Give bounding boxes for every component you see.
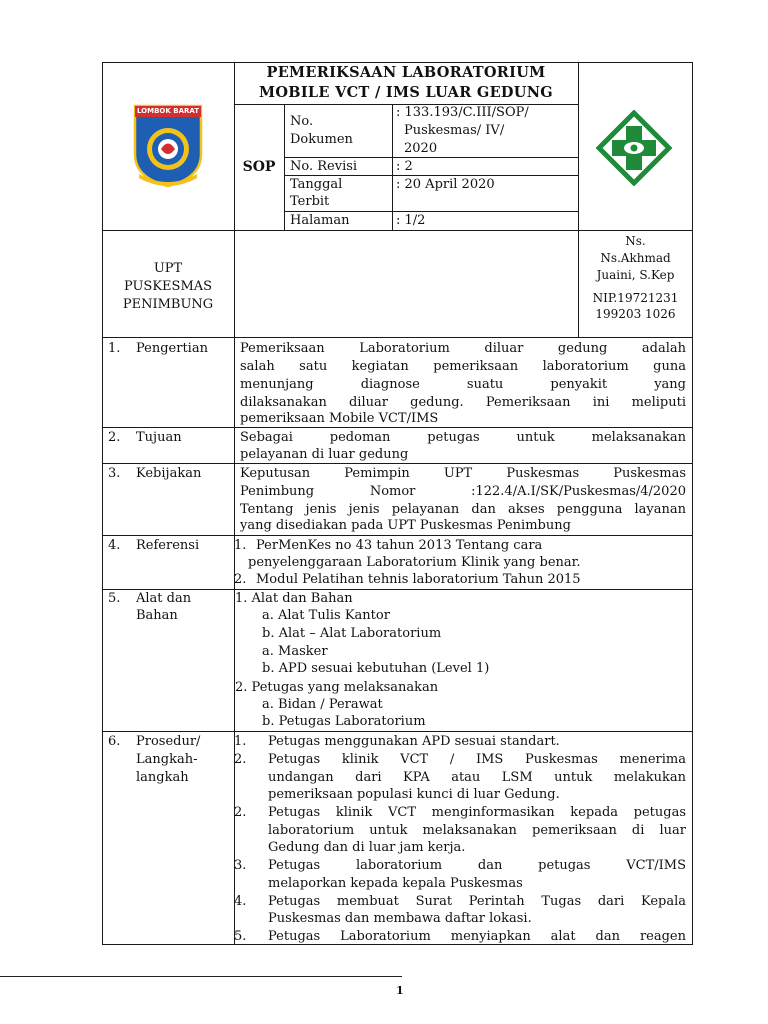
bahan-item: b. Alat – Alat Laboratorium <box>262 626 442 641</box>
org-bottom-border <box>102 337 693 338</box>
section-label-tujuan: Tujuan <box>136 430 182 445</box>
field-no-revisi-label: No. Revisi <box>290 159 358 174</box>
header-bottom-border <box>102 230 693 231</box>
kebijakan-line: Keputusan Pemimpin UPT Puskesmas Puskesmas <box>240 466 686 481</box>
step-number: 5. <box>234 929 247 944</box>
step-number: 2. <box>234 805 247 820</box>
field-no-dokumen-value-l1: : 133.193/C.III/SOP/ <box>396 105 529 120</box>
step-line: Puskesmas dan membawa daftar lokasi. <box>268 911 532 926</box>
org-line2: PUSKESMAS <box>123 279 213 294</box>
section-number: 6. <box>108 734 121 749</box>
kebijakan-line: yang disediakan pada UPT Puskesmas Penimbung <box>240 518 571 533</box>
bahan-item: b. APD sesuai kebutuhan (Level 1) <box>262 661 490 676</box>
document-title-line2: MOBILE VCT / IMS LUAR GEDUNG <box>259 84 553 101</box>
tujuan-line: Sebagai pedoman petugas untuk melaksanakan <box>240 430 686 445</box>
logo-left-label: LOMBOK BARAT <box>136 107 200 115</box>
section-number: 5. <box>108 591 121 606</box>
pengertian-line: Pemeriksaan Laboratorium diluar gedung adalah <box>240 341 686 356</box>
step-line: Petugas klinik VCT menginformasikan kepada petugas <box>268 805 686 820</box>
sop-label: SOP <box>242 159 276 175</box>
bahan-item: a. Alat Tulis Kantor <box>262 608 390 623</box>
bahan-group-heading: 1. Alat dan Bahan <box>235 591 353 606</box>
section-number: 2. <box>108 430 121 445</box>
section-number: 1. <box>108 341 121 356</box>
org-line3: PENIMBUNG <box>122 297 214 312</box>
section-number: 3. <box>108 466 121 481</box>
step-line: Petugas Laboratorium menyiapkan alat dan reagen <box>268 929 686 944</box>
field-no-revisi-value: : 2 <box>396 159 413 174</box>
step-number: 4. <box>234 894 247 909</box>
step-line: pemeriksaan populasi kunci di luar Gedung. <box>268 787 560 802</box>
bahan-item: b. Petugas Laboratorium <box>262 714 426 729</box>
kebijakan-line: Tentang jenis jenis pelayanan dan akses pengguna layanan <box>240 502 686 517</box>
kebijakan-line: Penimbung Nomor :122.4/A.I/SK/Puskesmas/4/2020 <box>240 484 686 499</box>
section-label-kebijakan: Kebijakan <box>136 466 202 481</box>
field-no-dokumen-label-l1: No. <box>290 114 314 129</box>
logo-left-motto: PATUH PATUT PATJU <box>148 173 188 178</box>
field-tanggal-terbit-label-l1: Tanggal <box>290 177 343 192</box>
document-title-line1: PEMERIKSAAN LABORATORIUM <box>266 64 546 81</box>
referensi-item-line: PerMenKes no 43 tahun 2013 Tentang cara <box>256 538 543 553</box>
step-number: 2. <box>234 752 247 767</box>
section-label-alat-dan-bahan-l1: Alat dan <box>136 591 192 606</box>
row-divider <box>102 535 693 536</box>
referensi-item-number: 2. <box>234 572 247 587</box>
field-halaman-value: : 1/2 <box>396 213 426 228</box>
step-line: Petugas menggunakan APD sesuai standart. <box>268 734 560 749</box>
field-tanggal-terbit-label-l2: Terbit <box>290 194 330 209</box>
bahan-item: a. Bidan / Perawat <box>262 697 383 712</box>
field-no-dokumen-value-l3: 2020 <box>404 141 438 156</box>
section-label-pengertian: Pengertian <box>136 341 208 356</box>
lombok-barat-logo <box>131 102 205 188</box>
section-label-alat-dan-bahan-l2: Bahan <box>136 608 178 623</box>
step-number: 3. <box>234 858 247 873</box>
field-value-divider <box>392 104 393 231</box>
step-line: undangan dari KPA atau LSM untuk melakukan <box>268 770 686 785</box>
referensi-item-line: Modul Pelatihan tehnis laboratorium Tahun 2015 <box>256 572 581 587</box>
tujuan-line: pelayanan di luar gedung <box>240 447 409 462</box>
field-no-dokumen-value-l2: Puskesmas/ IV/ <box>404 123 505 138</box>
step-number: 1. <box>234 734 247 749</box>
step-line: melaporkan kepada kepala Puskesmas <box>268 876 523 891</box>
step-line: laboratorium untuk melaksanakan pemeriksaan di luar <box>268 823 686 838</box>
pengertian-line: salah satu kegiatan pemeriksaan laboratorium guna <box>240 359 686 374</box>
referensi-item-number: 1. <box>234 538 247 553</box>
page-number: 1 <box>396 984 404 997</box>
field-halaman-label: Halaman <box>290 213 350 228</box>
org-line1: UPT <box>153 261 183 276</box>
field-tanggal-terbit-value: : 20 April 2020 <box>396 177 495 192</box>
pengertian-line: pemeriksaan Mobile VCT/IMS <box>240 411 439 426</box>
pengertian-line: dilaksanakan diluar gedung. Pemeriksaan ini meliputi <box>240 395 686 410</box>
field-no-dokumen-label-l2: Dokumen <box>290 132 353 147</box>
signer-nip-l2: 199203 1026 <box>595 307 676 321</box>
referensi-item-line: penyelenggaraan Laboratorium Klinik yang benar. <box>248 555 581 570</box>
table-border-left <box>102 62 103 945</box>
section-label-prosedur-l1: Prosedur/ <box>136 734 201 749</box>
section-number: 4. <box>108 538 121 553</box>
bahan-item: a. Masker <box>262 644 328 659</box>
table-border-right <box>692 62 693 945</box>
row-divider <box>102 731 693 732</box>
puskesmas-logo <box>596 110 672 186</box>
section-label-prosedur-l3: langkah <box>136 770 189 785</box>
section-label-referensi: Referensi <box>136 538 200 553</box>
step-line: Petugas klinik VCT / IMS Puskesmas menerima <box>268 752 686 767</box>
step-line: Petugas membuat Surat Perintah Tugas dari Kepala <box>268 894 686 909</box>
bahan-group-heading: 2. Petugas yang melaksanakan <box>235 680 439 695</box>
signer-title: Ns. <box>625 234 646 248</box>
step-line: Gedung dan di luar jam kerja. <box>268 840 466 855</box>
pengertian-line: menunjang diagnose suatu penyakit yang <box>240 377 686 392</box>
sop-column-divider <box>284 104 285 231</box>
signer-name-l1: Ns.Akhmad <box>600 251 671 265</box>
signer-name-l2: Juaini, S.Kep <box>596 268 675 282</box>
section-label-prosedur-l2: Langkah- <box>136 752 198 767</box>
signer-nip-l1: NIP.19721231 <box>592 291 679 305</box>
step-line: Petugas laboratorium dan petugas VCT/IMS <box>268 858 686 873</box>
footer-rule <box>0 976 402 977</box>
